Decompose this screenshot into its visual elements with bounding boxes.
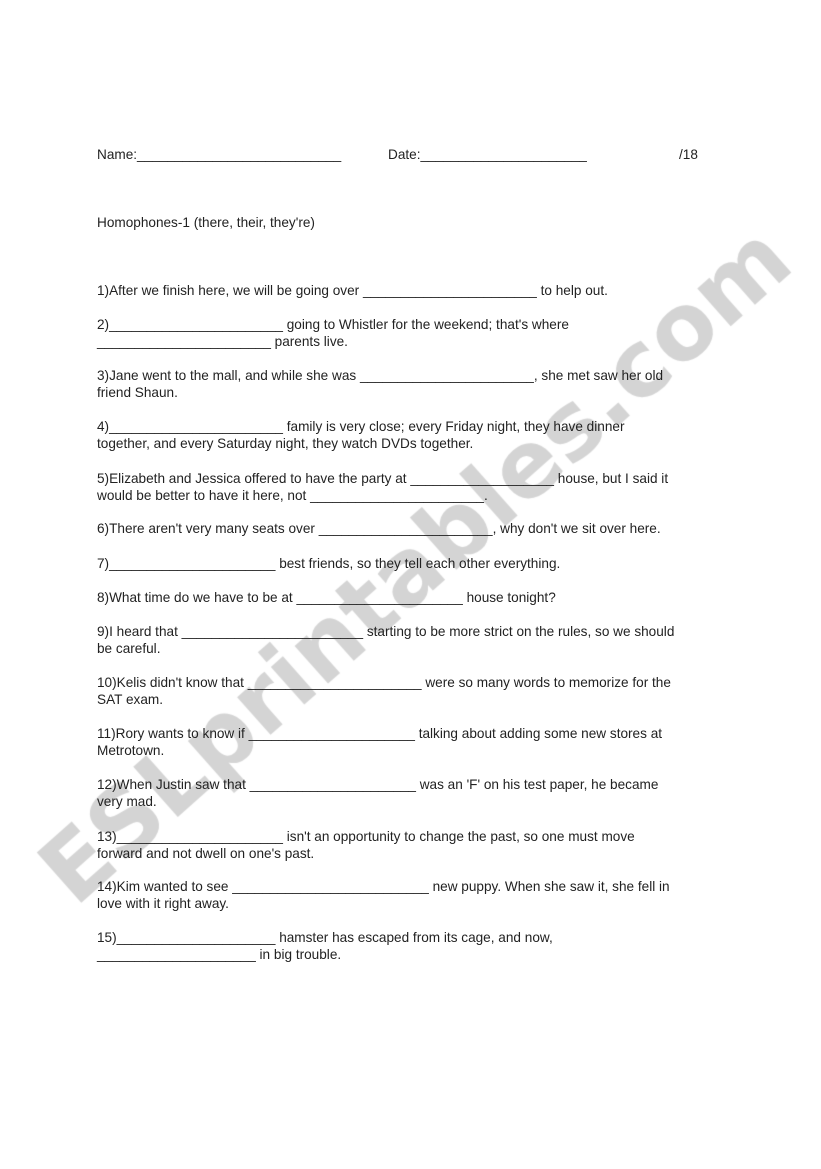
question-6 bbox=[97, 520, 737, 537]
question-line: 5)Elizabeth and Jessica offered to have the party at ___________________ house, but I said it bbox=[97, 471, 669, 486]
question-line: forward and not dwell on one's past. bbox=[97, 846, 315, 861]
question-line: be careful. bbox=[97, 641, 161, 656]
worksheet-title: Homophones-1 (there, their, they're) bbox=[97, 215, 315, 230]
question-line: 14)Kim wanted to see __________________________ new puppy. When she saw it, she fell in bbox=[97, 879, 670, 894]
question-7 bbox=[97, 555, 737, 572]
question-line: 8)What time do we have to be at ______________________ house tonight? bbox=[97, 590, 556, 605]
question-13 bbox=[97, 828, 737, 862]
question-line: 6)There aren't very many seats over _______________________, why don't we sit over here. bbox=[97, 521, 661, 536]
question-14 bbox=[97, 878, 737, 912]
question-11 bbox=[97, 725, 737, 759]
question-line: love with it right away. bbox=[97, 896, 229, 911]
score-label: /18 bbox=[679, 147, 698, 162]
question-line: _____________________ in big trouble. bbox=[97, 947, 342, 962]
question-line: 1)After we finish here, we will be going over _______________________ to help out. bbox=[97, 283, 608, 298]
question-8 bbox=[97, 589, 737, 606]
question-line: very mad. bbox=[97, 794, 157, 809]
question-5 bbox=[97, 470, 737, 504]
question-line: SAT exam. bbox=[97, 692, 163, 707]
question-line: 3)Jane went to the mall, and while she was _______________________, she met saw her old bbox=[97, 368, 664, 383]
question-line: 7)______________________ best friends, so they tell each other everything. bbox=[97, 556, 561, 571]
question-2 bbox=[97, 316, 737, 350]
question-line: 11)Rory wants to know if ______________________ talking about adding some new stores at bbox=[97, 726, 663, 741]
question-line: 4)_______________________ family is very close; every Friday night, they have dinner bbox=[97, 419, 625, 434]
question-line: together, and every Saturday night, they watch DVDs together. bbox=[97, 436, 474, 451]
question-line: 13)______________________ isn't an opportunity to change the past, so one must move bbox=[97, 829, 635, 844]
question-line: would be better to have it here, not _______________________. bbox=[97, 488, 488, 503]
question-1 bbox=[97, 282, 737, 299]
question-line: 12)When Justin saw that ______________________ was an 'F' on his test paper, he became bbox=[97, 777, 659, 792]
question-line: 9)I heard that ________________________ starting to be more strict on the rules, so we should bbox=[97, 624, 675, 639]
question-15 bbox=[97, 929, 737, 963]
name-field-label: Name:___________________________ bbox=[97, 147, 342, 162]
question-line: 2)_______________________ going to Whistler for the weekend; that's where bbox=[97, 317, 569, 332]
question-line: 10)Kelis didn't know that _______________________ were so many words to memorize for the bbox=[97, 675, 671, 690]
question-line: friend Shaun. bbox=[97, 385, 178, 400]
date-field-label: Date:______________________ bbox=[388, 147, 587, 162]
question-line: _______________________ parents live. bbox=[97, 334, 348, 349]
question-4 bbox=[97, 418, 737, 452]
question-line: Metrotown. bbox=[97, 743, 165, 758]
question-9 bbox=[97, 623, 737, 657]
question-3 bbox=[97, 367, 737, 401]
question-10 bbox=[97, 674, 737, 708]
question-line: 15)_____________________ hamster has escaped from its cage, and now, bbox=[97, 930, 553, 945]
question-12 bbox=[97, 776, 737, 810]
